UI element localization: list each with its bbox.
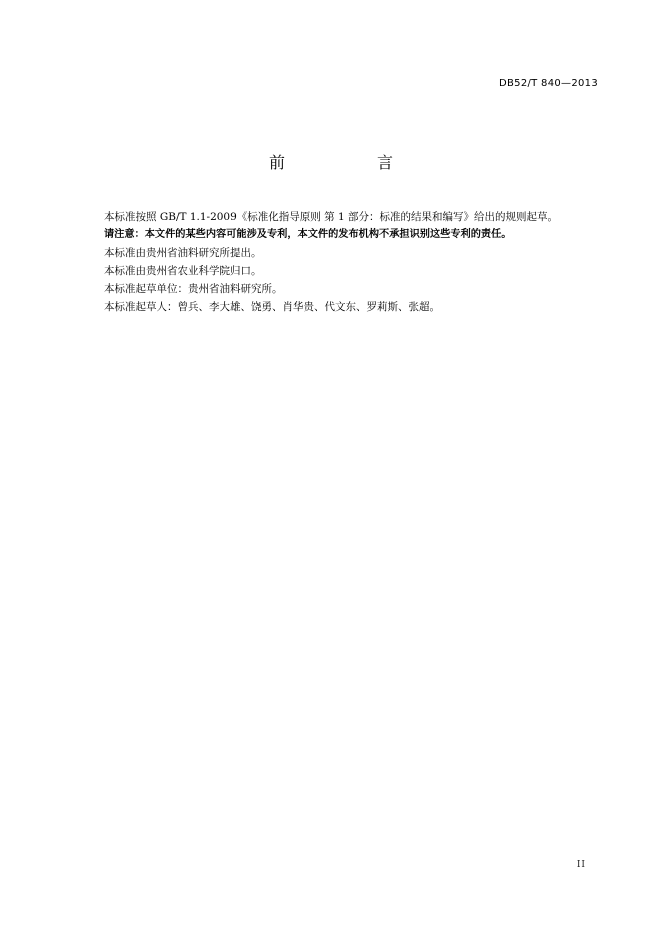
page-number: II: [576, 860, 586, 870]
paragraph-patent-notice: 请注意：本文件的某些内容可能涉及专利，本文件的发布机构不承担识别这些专利的责任。: [104, 229, 512, 240]
paragraph-drafting-rule: 本标准按照 GB/T 1.1-2009《标准化指导原则 第 1 部分：标准的结果和编写》给出的规则起草。: [104, 211, 558, 223]
paragraph-proposed-by: 本标准由贵州省油料研究所提出。: [104, 247, 262, 259]
paragraph-administered-by: 本标准由贵州省农业科学院归口。: [104, 265, 262, 277]
paragraph-drafting-unit: 本标准起草单位：贵州省油料研究所。: [104, 283, 283, 295]
paragraph-drafters: 本标准起草人：曾兵、李大雄、饶勇、肖华贵、代文东、罗莉斯、张超。: [104, 301, 440, 313]
standard-code: DB52/T 840—2013: [499, 78, 598, 89]
foreword-body: [104, 208, 604, 316]
page-title: 前 言: [268, 153, 431, 172]
